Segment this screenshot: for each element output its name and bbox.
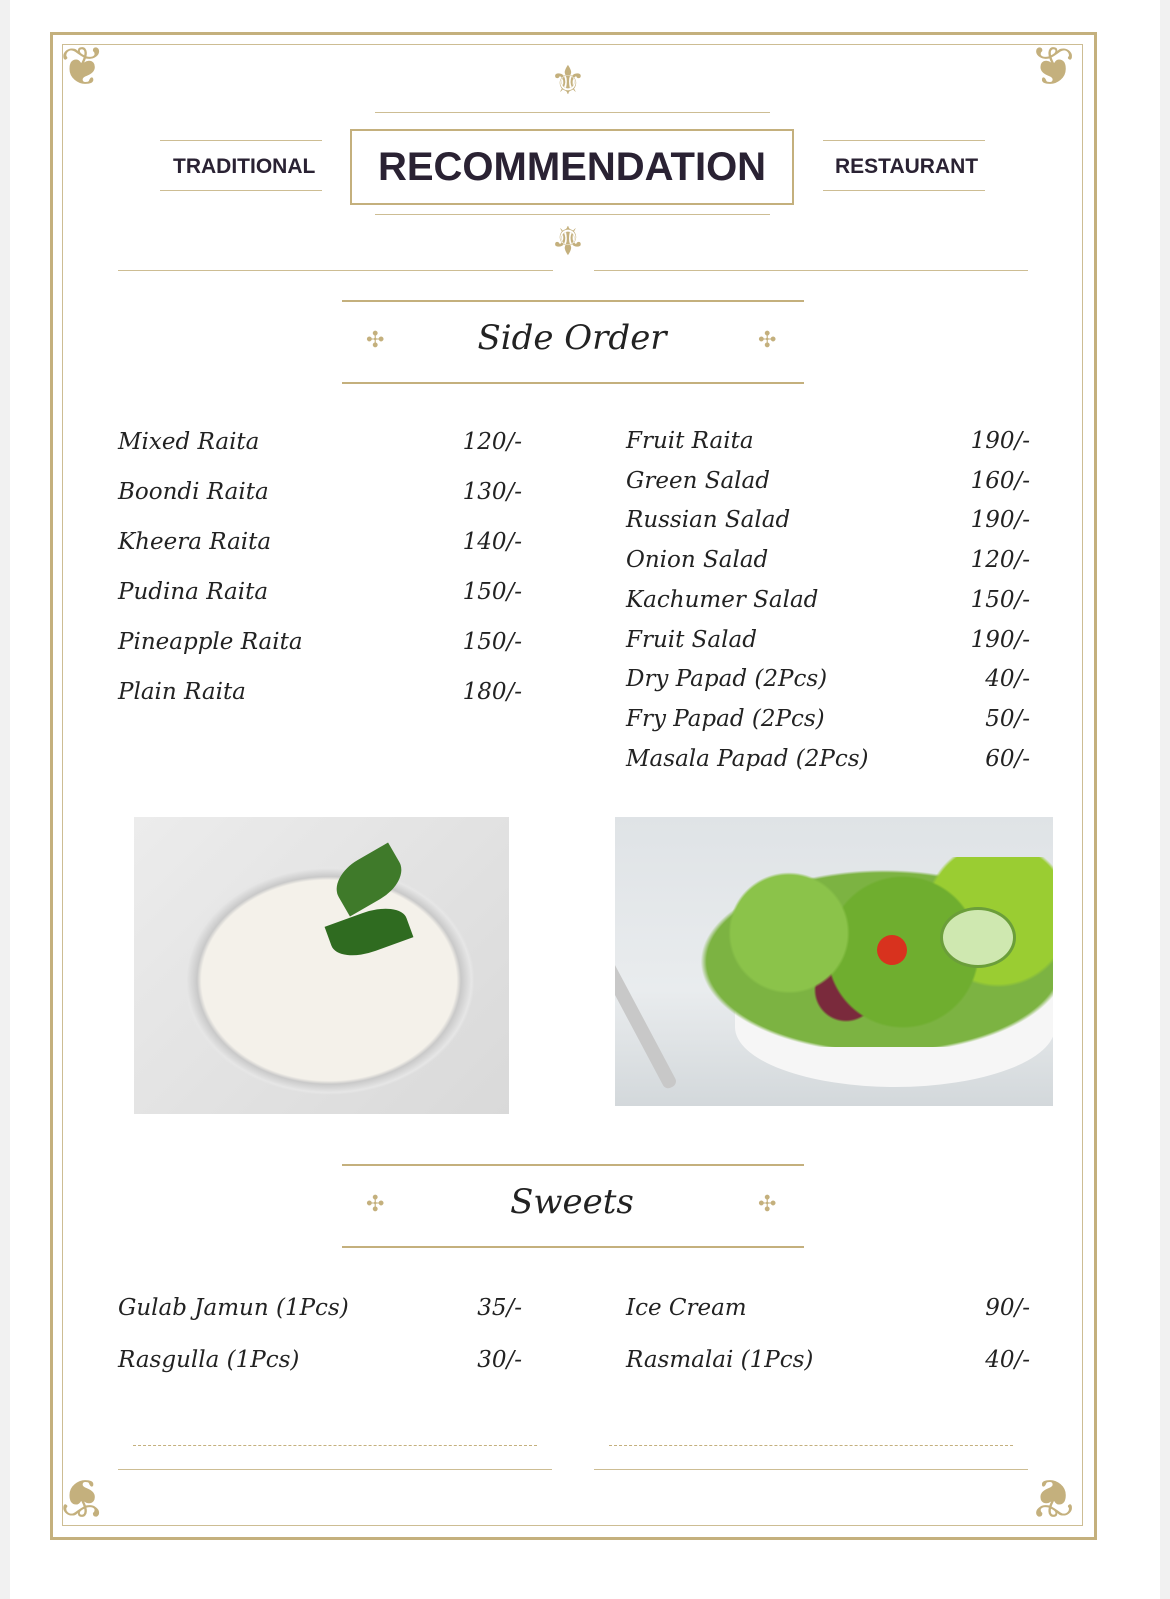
flourish-icon: ✣: [366, 1192, 385, 1217]
item-name: Onion Salad: [626, 547, 769, 574]
divider: [118, 1469, 552, 1470]
item-name: Rasgulla (1Pcs): [118, 1347, 300, 1373]
salad-image: [615, 817, 1053, 1106]
section-rule: [342, 1164, 804, 1166]
item-price: 190/-: [970, 428, 1030, 454]
top-flourish-icon: ⚜: [550, 58, 586, 104]
title-banner: [350, 129, 794, 205]
corner-flourish-icon: ❦: [60, 35, 106, 98]
item-name: Green Salad: [626, 467, 770, 494]
dashed-divider: [609, 1445, 1013, 1446]
item-name: Russian Salad: [626, 507, 791, 534]
mint-leaf: [325, 900, 414, 965]
item-name: Dry Papad (2Pcs): [626, 666, 828, 693]
item-price: 150/-: [462, 579, 522, 605]
fork: [615, 934, 678, 1091]
item-price: 90/-: [985, 1295, 1030, 1321]
corner-flourish-icon: ❦: [1030, 35, 1076, 98]
divider: [118, 270, 553, 271]
divider: [823, 190, 985, 191]
item-price: 120/-: [970, 547, 1030, 574]
item-price: 130/-: [462, 479, 522, 505]
item-price: 180/-: [462, 679, 522, 705]
item-price: 35/-: [477, 1295, 522, 1321]
divider: [160, 140, 322, 141]
section-rule: [342, 300, 804, 302]
item-price: 30/-: [477, 1347, 522, 1373]
divider: [375, 112, 770, 113]
divider: [594, 270, 1028, 271]
section-title-sweets: Sweets: [510, 1182, 634, 1222]
section-rule: [342, 382, 804, 384]
item-price: 150/-: [462, 629, 522, 655]
raita-image: [134, 817, 509, 1114]
section-rule: [342, 1246, 804, 1248]
item-price: 140/-: [462, 529, 522, 555]
item-name: Mixed Raita: [118, 429, 260, 455]
item-name: Gulab Jamun (1Pcs): [118, 1295, 349, 1321]
corner-flourish-icon: ❦: [1030, 1466, 1076, 1529]
item-name: Rasmalai (1Pcs): [626, 1347, 814, 1373]
tomato: [877, 935, 907, 965]
item-price: 40/-: [985, 666, 1030, 693]
item-name: Fry Papad (2Pcs): [626, 705, 825, 732]
section-title-side-order: Side Order: [477, 318, 667, 358]
item-price: 160/-: [970, 467, 1030, 494]
divider: [594, 1469, 1028, 1470]
item-name: Pineapple Raita: [118, 629, 303, 655]
item-price: 190/-: [970, 626, 1030, 653]
item-name: Ice Cream: [626, 1295, 747, 1321]
item-price: 190/-: [970, 507, 1030, 534]
dashed-divider: [133, 1445, 537, 1446]
flourish-icon: ✣: [366, 328, 385, 353]
tag-restaurant: RESTAURANT: [835, 155, 979, 178]
item-price: 40/-: [985, 1347, 1030, 1373]
item-name: Kachumer Salad: [626, 586, 819, 613]
item-name: Plain Raita: [118, 679, 246, 705]
item-name: Masala Papad (2Pcs): [626, 745, 869, 772]
item-name: Pudina Raita: [118, 579, 269, 605]
flourish-icon: ✣: [758, 328, 777, 353]
bottom-flourish-icon: ⚜: [550, 216, 586, 262]
item-name: Fruit Salad: [626, 626, 757, 653]
tag-traditional: TRADITIONAL: [173, 155, 316, 178]
item-price: 150/-: [970, 586, 1030, 613]
page-title: RECOMMENDATION: [377, 144, 767, 189]
cucumber-slice: [940, 907, 1016, 968]
item-price: 60/-: [985, 745, 1030, 772]
item-name: Fruit Raita: [626, 428, 754, 454]
divider: [823, 140, 985, 141]
item-price: 50/-: [985, 705, 1030, 732]
item-price: 120/-: [462, 429, 522, 455]
item-name: Kheera Raita: [118, 529, 272, 555]
corner-flourish-icon: ❦: [60, 1466, 106, 1529]
mint-leaf: [327, 843, 410, 917]
flourish-icon: ✣: [758, 1192, 777, 1217]
divider: [375, 214, 770, 215]
divider: [160, 190, 322, 191]
item-name: Boondi Raita: [118, 479, 269, 505]
